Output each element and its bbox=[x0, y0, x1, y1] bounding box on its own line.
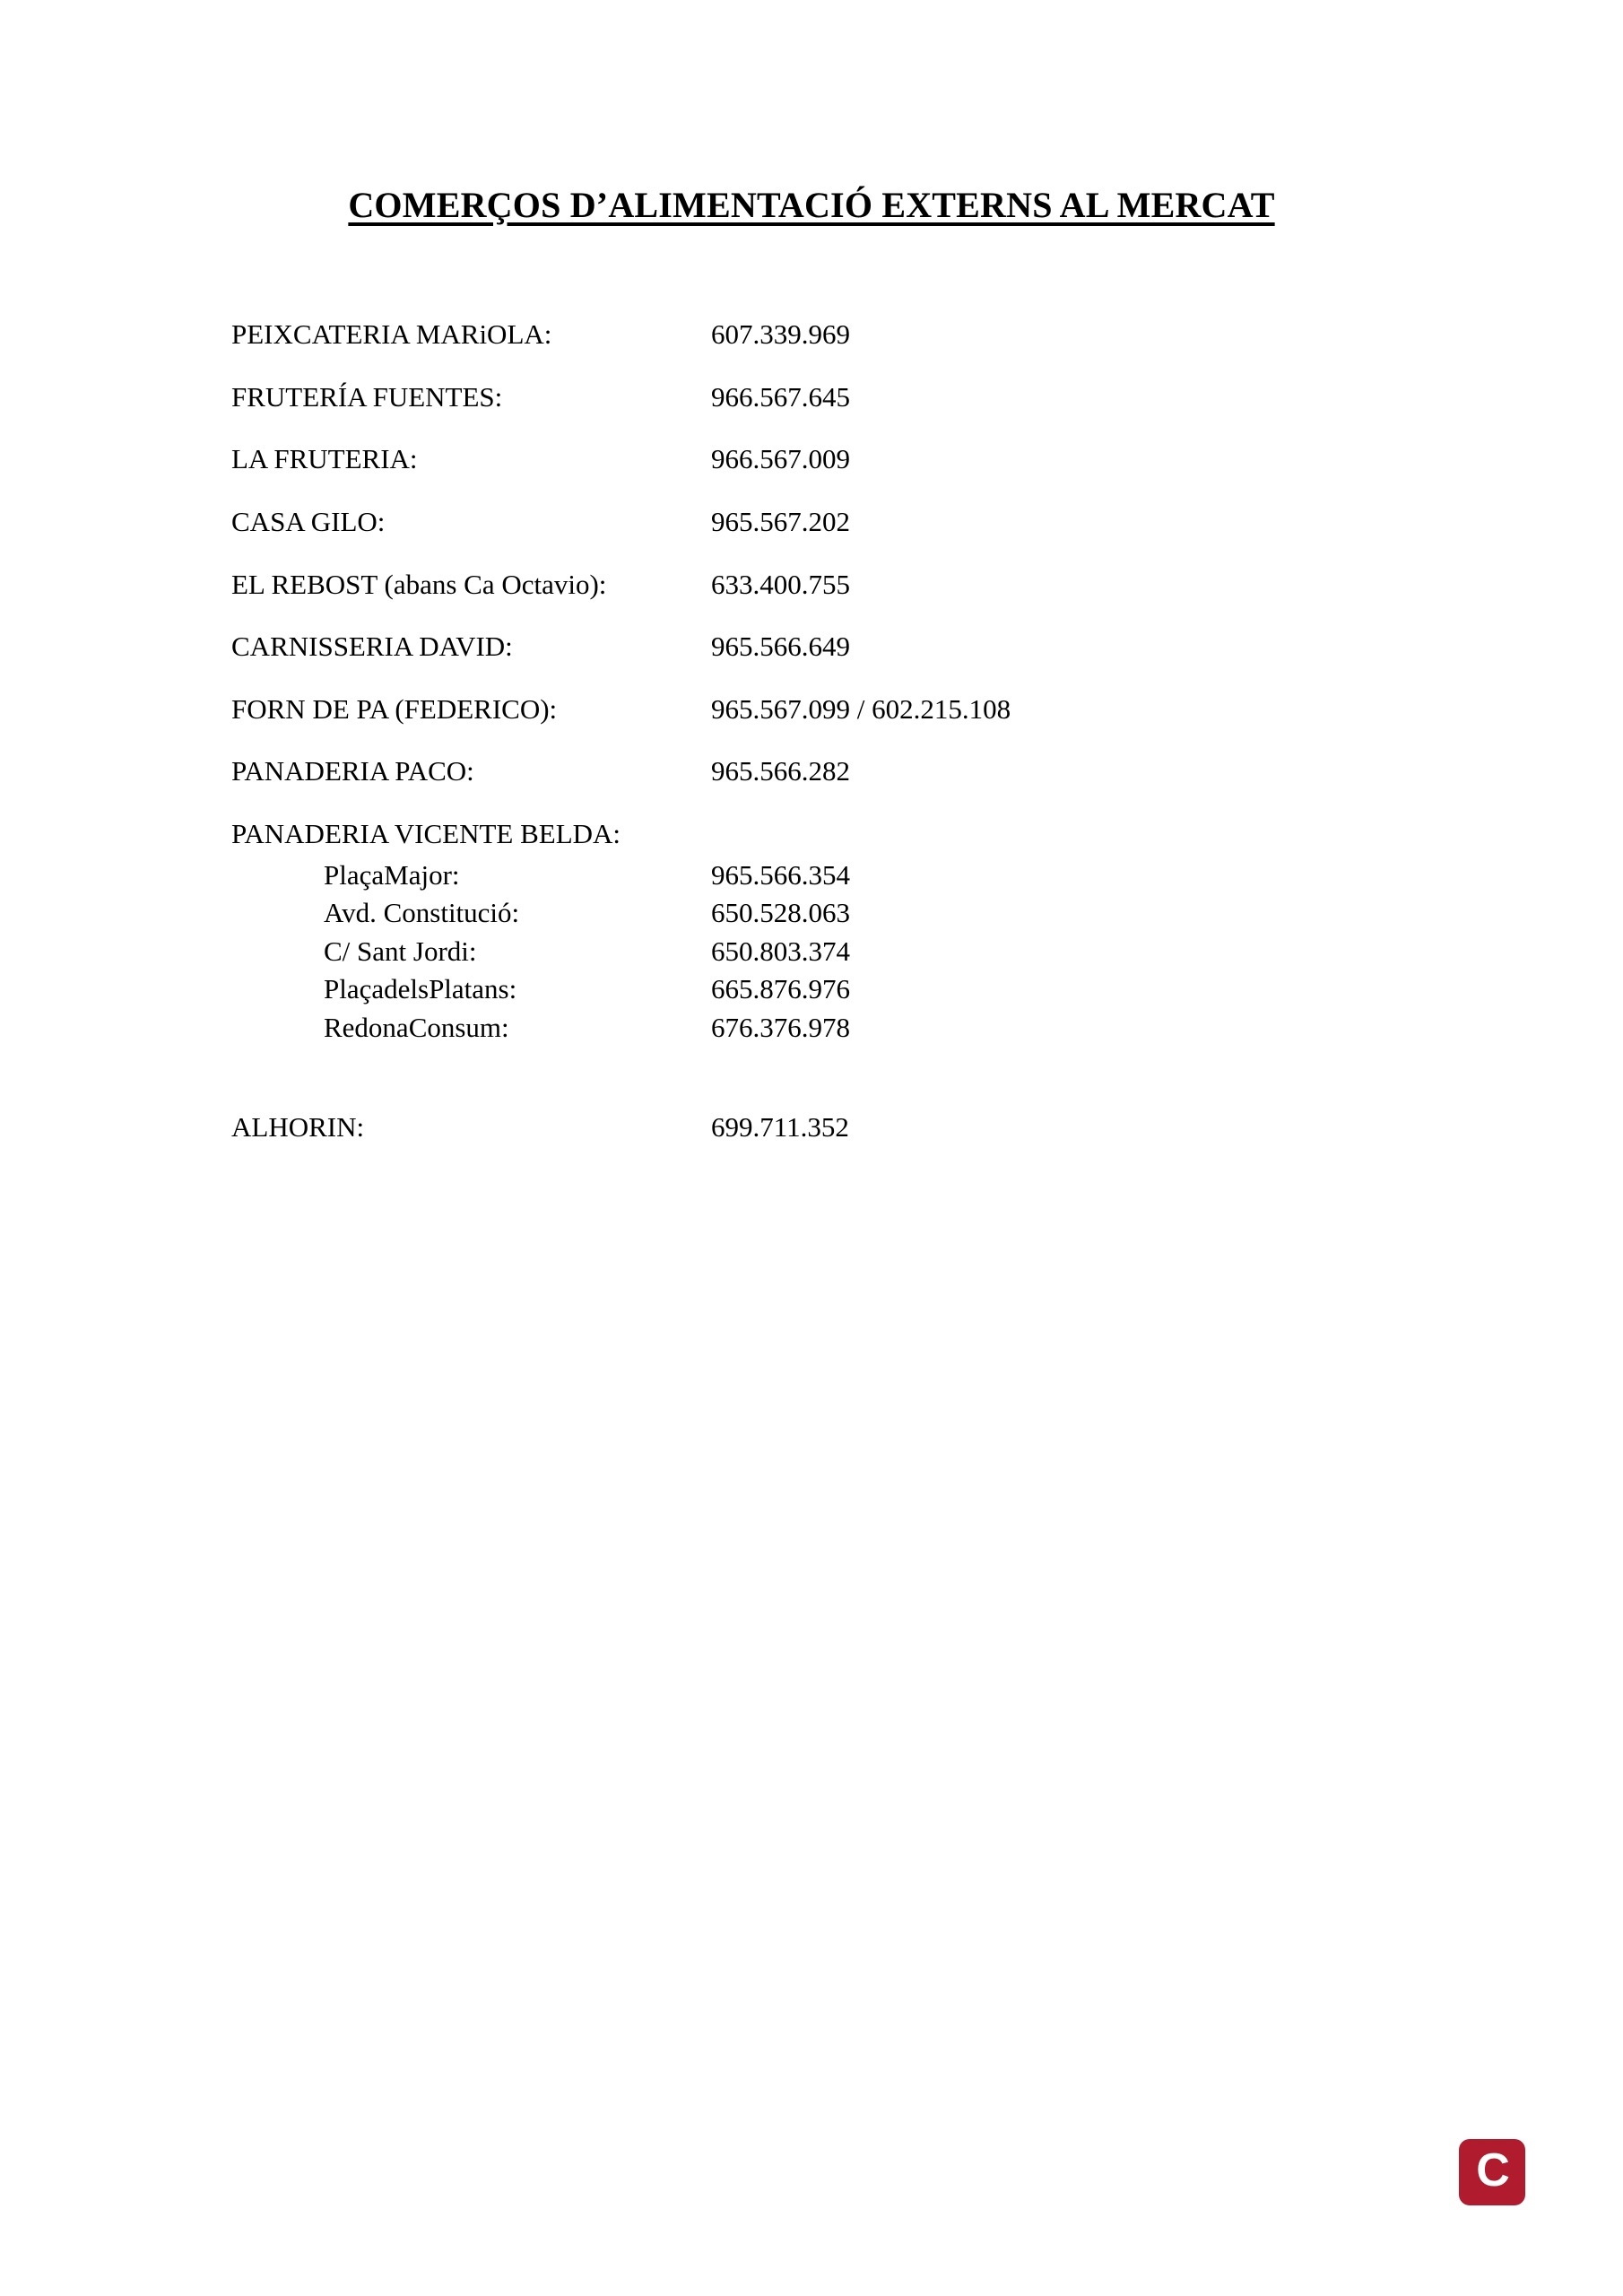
list-item bbox=[231, 1009, 1397, 1047]
branch-name: PlaçaMajor: bbox=[324, 858, 460, 891]
list-item bbox=[231, 894, 1397, 932]
logo-letter-c-icon: C bbox=[1476, 2144, 1510, 2196]
branch-phone: 965.566.354 bbox=[711, 858, 850, 891]
business-name: LA FRUTERIA: bbox=[231, 443, 418, 475]
page-title: COMERÇOS D’ALIMENTACIÓ EXTERNS AL MERCAT bbox=[348, 185, 1275, 225]
business-phone: 965.566.649 bbox=[711, 631, 850, 663]
business-name: CARNISSERIA DAVID: bbox=[231, 631, 513, 663]
list-item bbox=[231, 506, 1397, 538]
branch-phone: 650.803.374 bbox=[711, 935, 850, 967]
business-phone: 966.567.009 bbox=[711, 443, 850, 475]
business-name: FORN DE PA (FEDERICO): bbox=[231, 692, 558, 725]
branch-name: Avd. Constitució: bbox=[324, 897, 520, 929]
branch-name: PlaçadelsPlatans: bbox=[324, 973, 517, 1005]
business-name: FRUTERÍA FUENTES: bbox=[231, 380, 503, 413]
business-name: PEIXCATERIA MARiOLA: bbox=[231, 318, 552, 350]
business-name: ALHORIN: bbox=[231, 1111, 365, 1144]
business-group-name: PANADERIA VICENTE BELDA: bbox=[231, 818, 621, 850]
branch-phone: 665.876.976 bbox=[711, 973, 850, 1005]
business-name: EL REBOST (abans Ca Octavio): bbox=[231, 568, 607, 600]
list-item bbox=[231, 857, 1397, 894]
list-item bbox=[231, 381, 1397, 413]
branch-phone: 650.528.063 bbox=[711, 897, 850, 929]
branch-phone: 676.376.978 bbox=[711, 1011, 850, 1043]
list-item bbox=[231, 1111, 1397, 1144]
business-name: CASA GILO: bbox=[231, 505, 386, 537]
business-phone: 699.711.352 bbox=[711, 1111, 849, 1144]
list-item bbox=[231, 569, 1397, 601]
list-item bbox=[231, 318, 1397, 351]
list-item bbox=[231, 443, 1397, 475]
business-group bbox=[231, 818, 1397, 1047]
business-phone: 966.567.645 bbox=[711, 380, 850, 413]
list-item bbox=[231, 970, 1397, 1008]
branch-name: C/ Sant Jordi: bbox=[324, 935, 477, 967]
spacer bbox=[231, 1047, 1397, 1111]
business-phone: 607.339.969 bbox=[711, 318, 850, 350]
publisher-logo bbox=[1459, 2139, 1525, 2205]
business-name: PANADERIA PACO: bbox=[231, 755, 474, 787]
list-item bbox=[231, 755, 1397, 787]
list-item bbox=[231, 631, 1397, 663]
business-list bbox=[231, 318, 1397, 1174]
list-item bbox=[231, 693, 1397, 726]
list-item bbox=[231, 933, 1397, 970]
business-phone: 965.567.099 / 602.215.108 bbox=[711, 692, 1011, 725]
business-phone: 633.400.755 bbox=[711, 568, 850, 600]
business-phone: 965.567.202 bbox=[711, 505, 850, 537]
business-phone: 965.566.282 bbox=[711, 755, 850, 787]
branch-name: RedonaConsum: bbox=[324, 1011, 509, 1043]
